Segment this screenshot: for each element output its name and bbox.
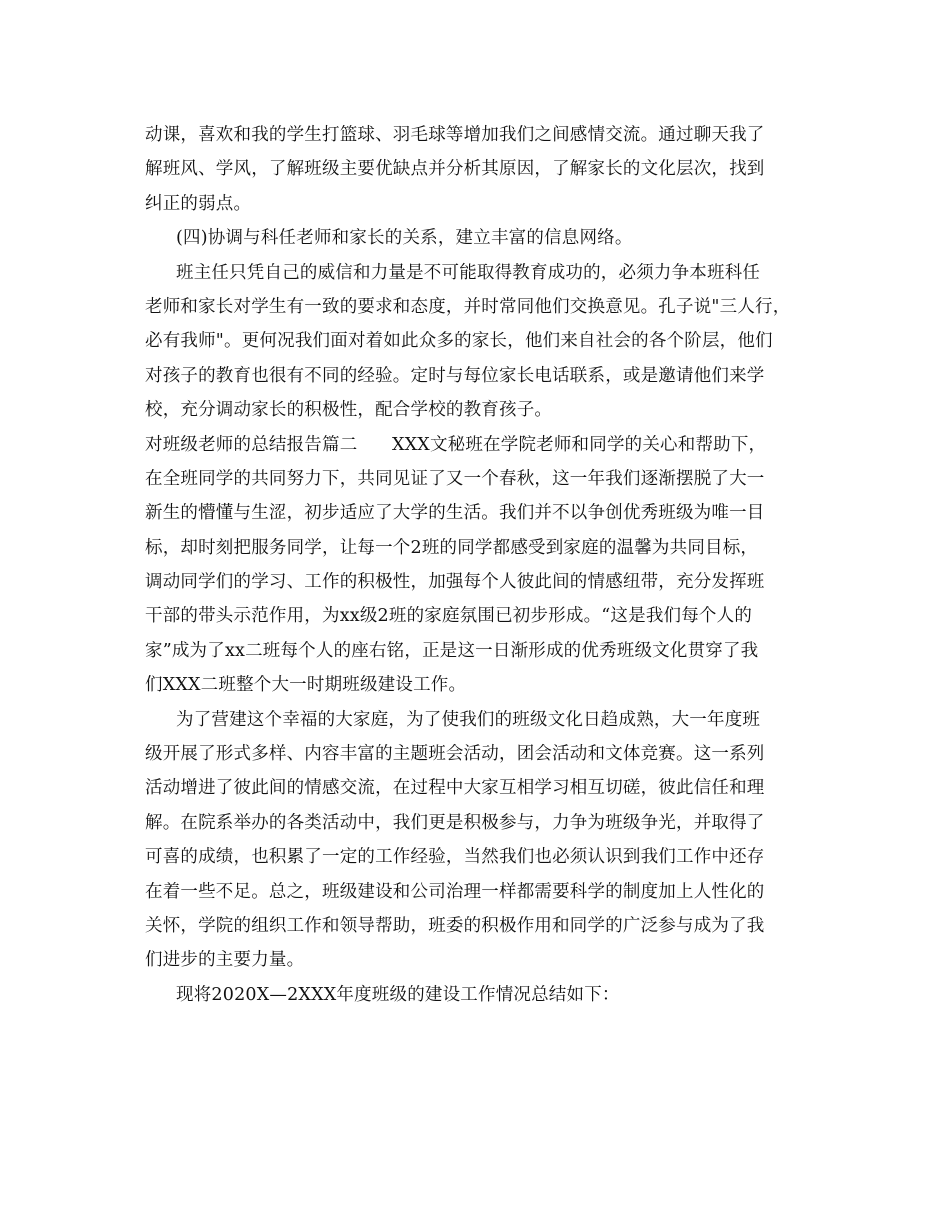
text-line: 班主任只凭自己的威信和力量是不可能取得教育成功的，必须力争本班科任 — [176, 262, 761, 283]
text-line: 在全班同学的共同努力下，共同见证了又一个春秋，这一年我们逐渐摆脱了大一 — [145, 468, 765, 489]
text-line: 可喜的成绩，也积累了一定的工作经验，当然我们也必须认识到我们工作中还存 — [145, 847, 765, 868]
text-line: 现将2020X—2XXX年度班级的建设工作情况总结如下： — [176, 984, 620, 1005]
text-line: 干部的带头示范作用，为xx级2班的家庭氛围已初步形成。“这是我们每个人的 — [145, 606, 753, 627]
text-line: 们XXX二班整个大一时期班级建设工作。 — [145, 675, 467, 696]
text-line: 们进步的主要力量。 — [145, 950, 305, 971]
text-line: 对班级老师的总结报告篇二 XXX文秘班在学院老师和同学的关心和帮助下， — [145, 434, 767, 455]
text-line: 老师和家长对学生有一致的要求和态度，并时常同他们交换意见。孔子说"三人行， — [145, 296, 791, 317]
document-body — [145, 118, 845, 1012]
text-line: 级开展了形式多样、内容丰富的主题班会活动，团会活动和文体竞赛。这一系列 — [145, 744, 765, 765]
text-line: 解。在院系举办的各类活动中，我们更是积极参与，力争为班级争光，并取得了 — [145, 812, 765, 833]
text-line: 必有我师"。更何况我们面对着如此众多的家长，他们来自社会的各个阶层，他们 — [145, 331, 773, 352]
text-line: 在着一些不足。总之，班级建设和公司治理一样都需要科学的制度加上人性化的 — [145, 881, 765, 902]
text-line: 新生的懵懂与生涩，初步适应了大学的生活。我们并不以争创优秀班级为唯一目 — [145, 503, 765, 524]
text-line: 纠正的弱点。 — [145, 193, 252, 214]
text-line: 标，却时刻把服务同学，让每一个2班的同学都感受到家庭的温馨为共同目标， — [145, 537, 759, 558]
text-line: 校，充分调动家长的积极性，配合学校的教育孩子。 — [145, 400, 553, 421]
text-line: 关怀，学院的组织工作和领导帮助，班委的积极作用和同学的广泛参与成为了我 — [145, 915, 765, 936]
text-line: 动课，喜欢和我的学生打篮球、羽毛球等增加我们之间感情交流。通过聊天我了 — [145, 125, 765, 145]
text-line: 对孩子的教育也很有不同的经验。定时与每位家长电话联系，或是邀请他们来学 — [145, 365, 765, 386]
text-line: 家”成为了xx二班每个人的座右铭，正是这一日渐形成的优秀班级文化贯穿了我 — [145, 640, 759, 661]
text-line: 调动同学们的学习、工作的积极性，加强每个人彼此间的情感纽带，充分发挥班 — [145, 572, 765, 593]
text-line: 为了营建这个幸福的大家庭，为了使我们的班级文化日趋成熟，大一年度班 — [176, 709, 761, 730]
text-line: 解班风、学风，了解班级主要优缺点并分析其原因，了解家长的文化层次，找到 — [145, 159, 765, 180]
text-line: (四)协调与科任老师和家长的关系，建立丰富的信息网络。 — [176, 228, 633, 249]
text-line: 活动增进了彼此间的情感交流，在过程中大家互相学习相互切磋，彼此信任和理 — [145, 778, 765, 799]
